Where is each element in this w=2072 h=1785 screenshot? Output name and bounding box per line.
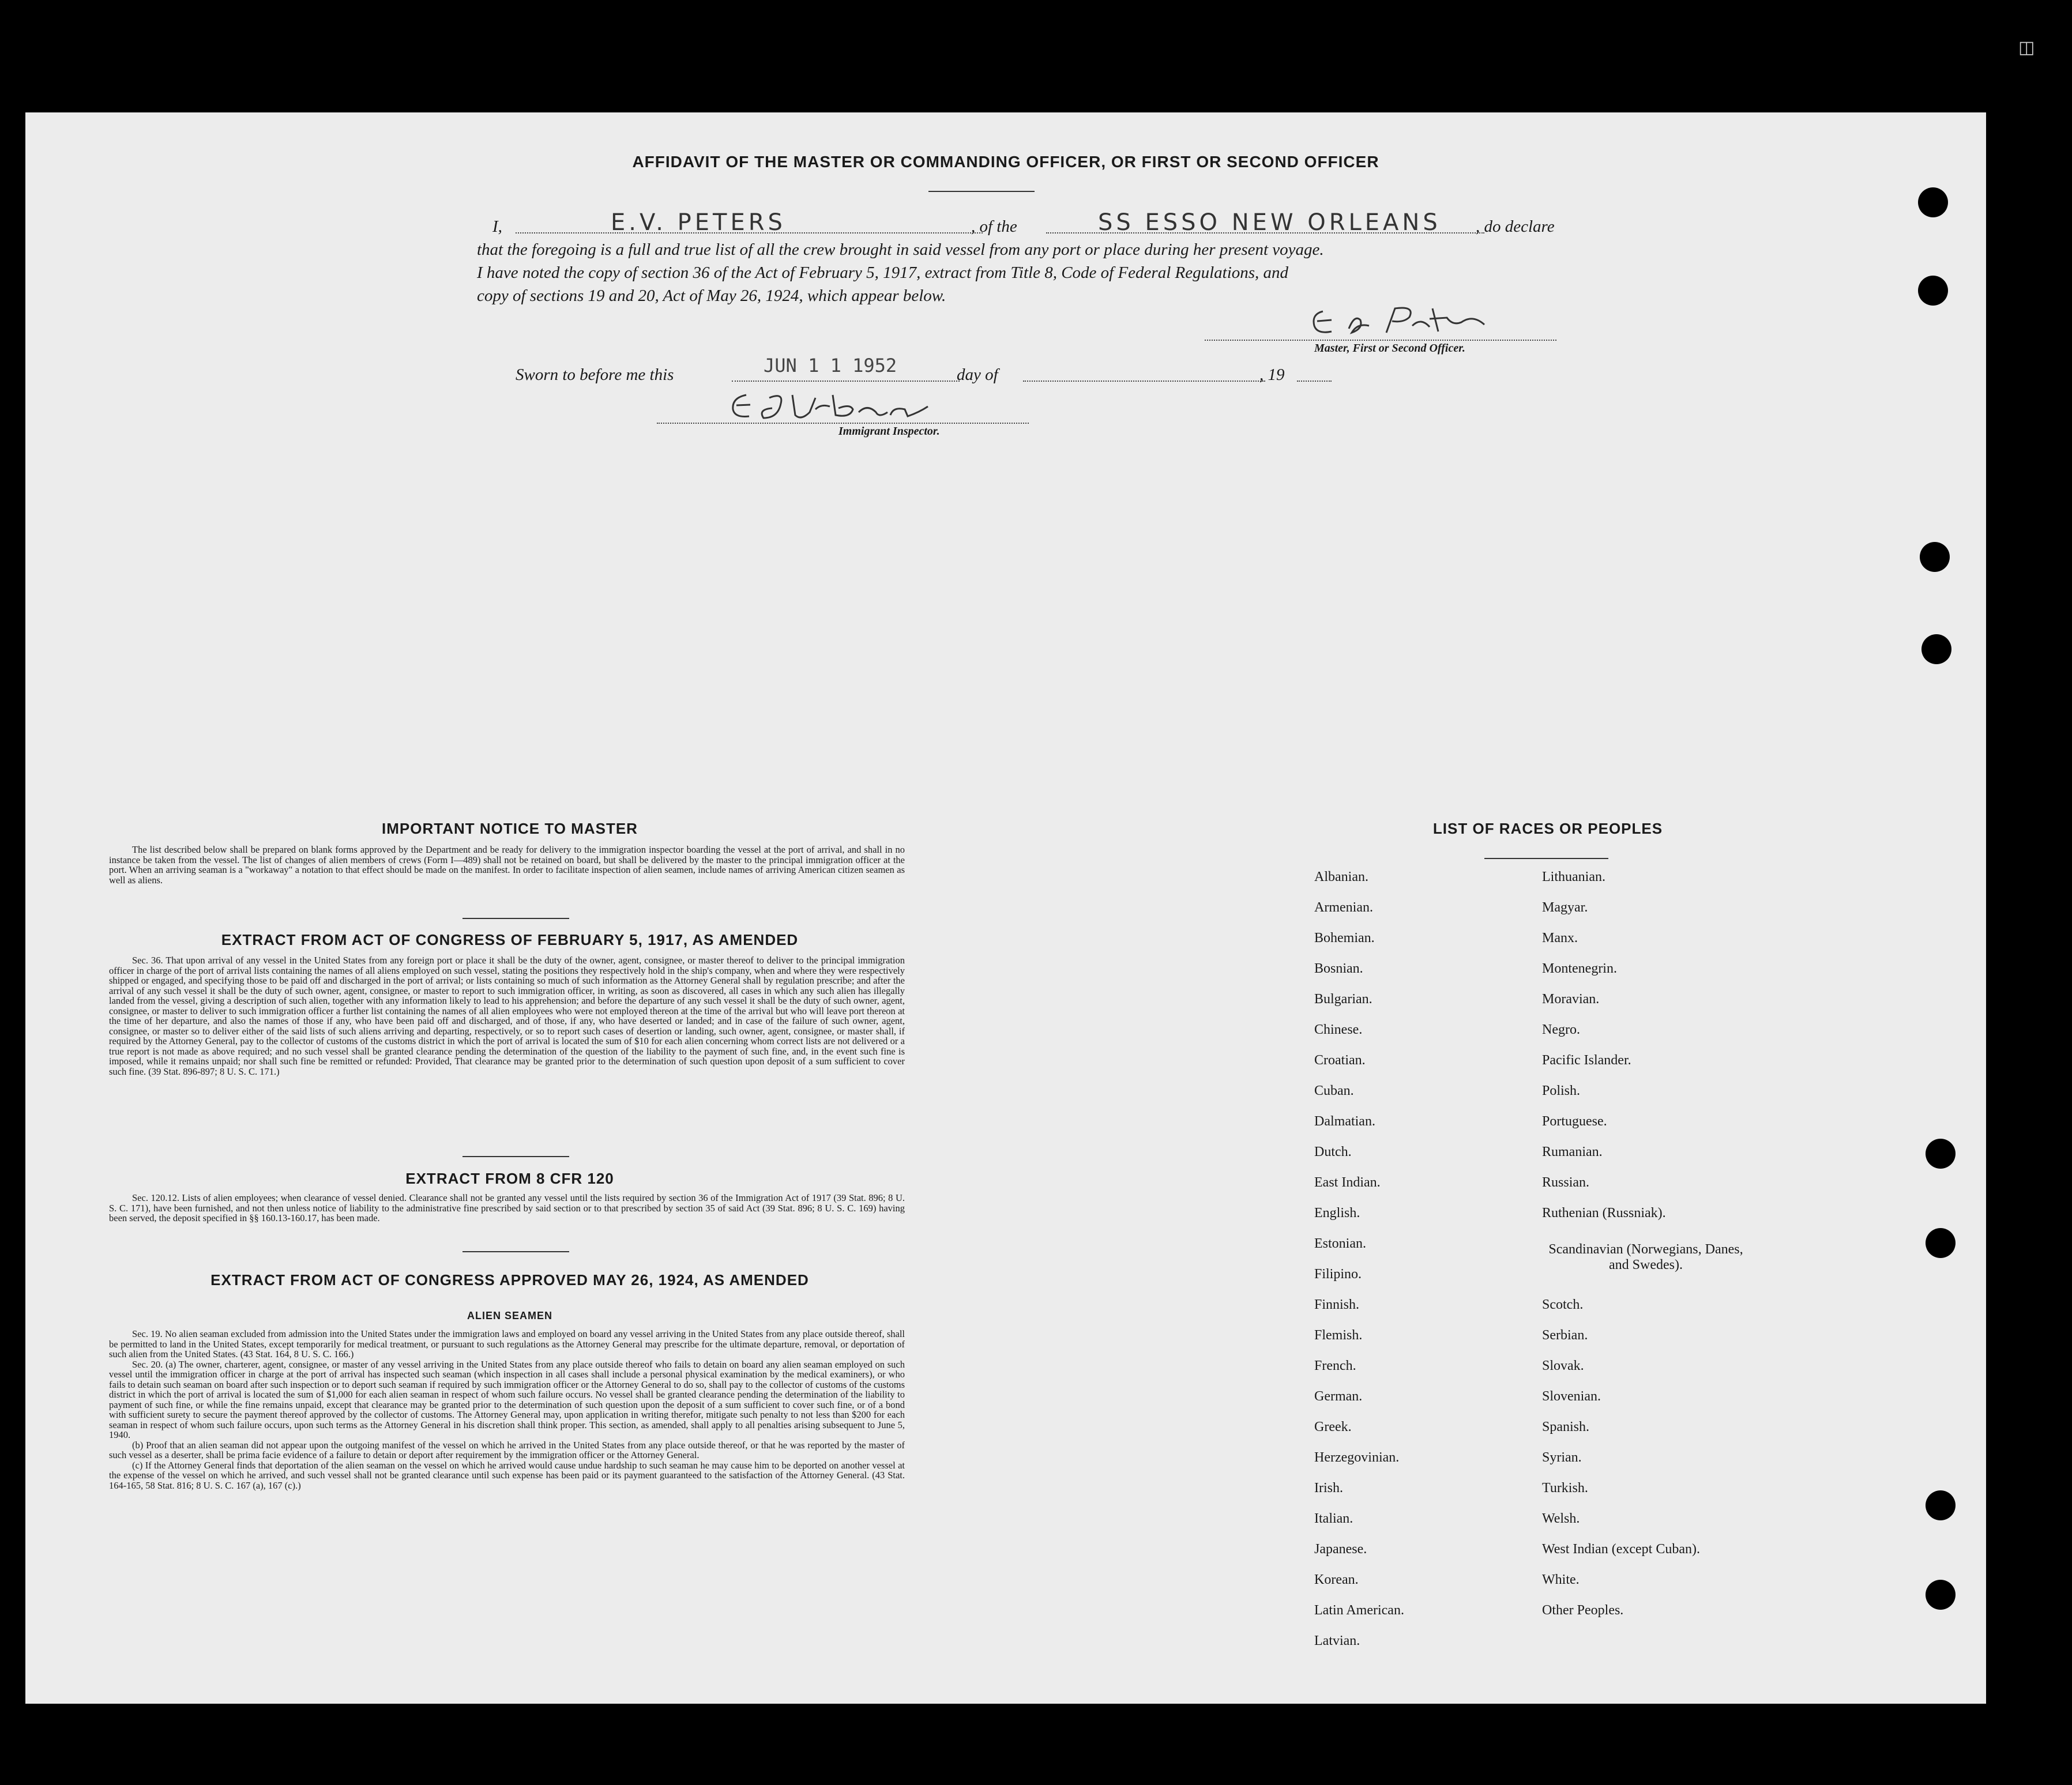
- race-item: Herzegovinian.: [1314, 1450, 1400, 1465]
- race-item: Moravian.: [1542, 992, 1600, 1007]
- extract-cfr-title: EXTRACT FROM 8 CFR 120: [405, 1170, 614, 1187]
- extract-cfr-paragraph: Sec. 120.12. Lists of alien employees; when clearance of vessel denied. Clearance shall not be granted any vessel until the lists required by section 36 of the Immigration Act of 1917 (39 Stat. 896; 8 U. S. C. 171), have been furnished, and not then unless notice of liability to the administrative fine prescribed by said section or to that prescribed by section 35 of said Act (39 Stat. 896; 8 U. S. C. 169) having been served, the deposit specified in §§ 160.13-160.17, has been made.: [109, 1192, 905, 1223]
- sworn-year: , 19: [1259, 366, 1285, 384]
- race-item: Scotch.: [1542, 1297, 1584, 1312]
- notice-title: IMPORTANT NOTICE TO MASTER: [382, 820, 638, 837]
- master-signature: [1300, 297, 1519, 343]
- race-item: Serbian.: [1542, 1328, 1588, 1343]
- race-item: Dalmatian.: [1314, 1114, 1375, 1129]
- races-rule: [1484, 858, 1608, 859]
- extract-cfr-rule: [462, 1251, 569, 1252]
- race-item: Spanish.: [1542, 1419, 1590, 1434]
- officer-name: E.V. PETERS: [611, 209, 786, 236]
- race-item: Latvian.: [1314, 1633, 1360, 1648]
- binder-hole-icon: [1926, 1580, 1956, 1610]
- affidavit-line2: that the foregoing is a full and true list of all the crew brought in said vessel from any port or place during her present voyage.: [477, 240, 1324, 259]
- sworn-date-field: [732, 381, 960, 382]
- affidavit-line3: I have noted the copy of section 36 of the Act of February 5, 1917, extract from Title 8, Code of Federal Regulations, and: [477, 263, 1289, 282]
- affidavit-line1-post: , do declare: [1476, 217, 1555, 236]
- sworn-month-field: [1023, 381, 1265, 382]
- sworn-day: day of: [957, 366, 998, 384]
- race-item: Turkish.: [1542, 1481, 1588, 1496]
- sec-20b-paragraph: (b) Proof that an alien seaman did not appear upon the outgoing manifest of the vessel on which he arrived in the United States from any place outside thereof, or that he was reported by the master of such vessel as a deserter, shall be prima facie evidence of a failure to detain or deport after requirement by the immigration officer or the Attorney General.: [109, 1439, 905, 1460]
- races-title: LIST OF RACES OR PEOPLES: [1432, 820, 1663, 837]
- corner-mark: ◫: [2018, 37, 2035, 58]
- race-item: Welsh.: [1542, 1511, 1580, 1526]
- race-item: Lithuanian.: [1542, 869, 1605, 884]
- extract-1917-rule: [462, 1156, 569, 1157]
- extract-1917-title: EXTRACT FROM ACT OF CONGRESS OF FEBRUARY 5, 1917, AS AMENDED: [221, 931, 799, 948]
- sec-20a-paragraph: Sec. 20. (a) The owner, charterer, agent, consignee, or master of any vessel arriving in the United States from any place outside thereof who fails to detain on board any alien seaman employed on such vessel until the immigration officer in charge at the port of arrival has inspected such seaman (which inspection in all cases shall include a personal physical examination by the medical examiners), or who fails to detain such seaman on board after such inspection or to deport such seaman if required by such immigration officer or the Attorney General to do so, shall pay to the collector of customs of the customs district in which the port of arrival is located the sum of $1,000 for each alien seaman in respect of whom such failure occurs. No vessel shall be granted clearance pending the determination of the liability to payment of such fine, or while the fine remains unpaid, except that clearance may be granted prior to the determination of such question upon the deposit of a sum sufficient to cover such fine, or of a bond with sufficient surety to secure the payment thereof approved by the collector of customs. The Attorney General may, upon application in writing therefor, mitigate such penalty to not less than $200 for each seaman in respect of whom such failure occurs, upon such terms as the Attorney General in his discretion shall think proper. This section, as amended, shall apply to all penalties arising subsequent to June 5, 1940.: [109, 1358, 905, 1440]
- affidavit-line4: copy of sections 19 and 20, Act of May 26, 1924, which appear below.: [477, 287, 946, 305]
- document-page: [25, 112, 1986, 1704]
- race-item: Pacific Islander.: [1542, 1053, 1631, 1068]
- race-item: Negro.: [1542, 1022, 1580, 1037]
- race-item: Japanese.: [1314, 1542, 1367, 1557]
- race-item: Italian.: [1314, 1511, 1353, 1526]
- race-item: English.: [1314, 1206, 1360, 1221]
- race-item: Polish.: [1542, 1083, 1581, 1098]
- race-item: Slovenian.: [1542, 1389, 1601, 1404]
- extract-1917-paragraph: Sec. 36. That upon arrival of any vessel in the United States from any foreign port or place it shall be the duty of the owner, agent, consignee, or master thereof to deliver to the principal immigration officer in charge of the port of arrival lists containing the names of all aliens employed on such vessel, stating the positions they respectively hold in the ship's company, when and where they were respectively shipped or engaged, and specifying those to be paid off and discharged in the port of arrival; or lists containing so much of such information as the Attorney General shall by regulation prescribe; and after the arrival of any such vessel it shall be the duty of such owner, agent, consignee, or master to report to such immigration officer, in writing, as soon as discovered, all cases in which any such alien has illegally landed from the vessel, giving a description of such alien, together with any information likely to lead to his apprehension; and before the departure of any such vessel it shall be the duty of such owner, agent, consignee, or master to deliver to such immigration officer a further list containing the names of all alien employees who were not employed thereon at the time of the arrival but who will leave port thereon at the time of her departure, and also the names of those if any, who have been paid off and discharged, and of those, if any, who have deserted or landed; and in case of the failure of such owner, agent, consignee, or master so to deliver either of the said lists of such aliens arriving and departing, respectively, or so to report such cases of desertion or landing, such owner, agent, consignee, or master shall, if required by the Attorney General, pay to the collector of customs of the customs district in which the port of arrival is located the sum of $10 for each alien concerning whom correct lists are not delivered or a true report is not made as above required; and no such vessel shall be granted clearance pending the determination of the question of the liability to the payment of such fine, and, in the event such fine is imposed, while it remains unpaid; nor shall such fine be remitted or refunded: Provided, That clearance may be granted prior to the determination of such question upon deposit of a sum sufficient to cover such fine. (39 Stat. 896-897; 8 U. S. C. 171.): [109, 955, 905, 1077]
- sec-19-paragraph: Sec. 19. No alien seaman excluded from admission into the United States under the immigration laws and employed on board any vessel arriving in the United States from any place outside thereof, shall be permitted to land in the United States, except temporarily for medical treatment, or pursuant to such regulations as the Attorney General may prescribe for the ultimate departure, removal, or deportation of such alien from the United States. (43 Stat. 164, 8 U. S. C. 166.): [109, 1328, 905, 1360]
- race-item: Albanian.: [1314, 869, 1368, 884]
- binder-hole-icon: [1921, 634, 1951, 664]
- race-item: Bosnian.: [1314, 961, 1363, 976]
- race-item: Rumanian.: [1542, 1144, 1603, 1159]
- race-item: Flemish.: [1314, 1328, 1363, 1343]
- race-item: Armenian.: [1314, 900, 1373, 915]
- race-item: Chinese.: [1314, 1022, 1363, 1037]
- race-item: Bulgarian.: [1314, 992, 1372, 1007]
- title-rule: [928, 191, 1035, 192]
- inspector-signature-line: [657, 423, 1029, 424]
- race-item: Portuguese.: [1542, 1114, 1607, 1129]
- binder-hole-icon: [1926, 1228, 1956, 1258]
- race-item: Ruthenian (Russniak).: [1542, 1206, 1666, 1221]
- race-item: Montenegrin.: [1542, 961, 1617, 976]
- race-item: West Indian (except Cuban).: [1542, 1542, 1700, 1557]
- binder-hole-icon: [1918, 187, 1948, 217]
- binder-hole-icon: [1918, 276, 1948, 306]
- race-item: Greek.: [1314, 1419, 1352, 1434]
- notice-rule: [462, 918, 569, 919]
- race-item: Finnish.: [1314, 1297, 1360, 1312]
- extract-1924-text: [109, 1329, 905, 1490]
- race-item: Cuban.: [1314, 1083, 1354, 1098]
- binder-hole-icon: [1920, 542, 1950, 572]
- extract-1924-title: EXTRACT FROM ACT OF CONGRESS APPROVED MAY 26, 1924, AS AMENDED: [210, 1271, 809, 1289]
- race-item: Magyar.: [1542, 900, 1588, 915]
- race-item: Other Peoples.: [1542, 1603, 1624, 1618]
- race-item: White.: [1542, 1572, 1580, 1587]
- affidavit-line1-pre: I,: [492, 217, 502, 236]
- race-item: Estonian.: [1314, 1236, 1366, 1251]
- race-item: French.: [1314, 1358, 1356, 1373]
- race-item: Manx.: [1542, 931, 1578, 946]
- notice-paragraph: The list described below shall be prepared on blank forms approved by the Department and be ready for delivery to the immigration inspector boarding the vessel at the port of arrival, and shall in no instance be taken from the vessel. The list of changes of alien members of crews (Form I—489) shall not be retained on board, but shall be delivered by the master to the principal immigration officer at the port. When an arriving seaman is a "workaway" a notation to that effect should be made on the manifest. In order to facilitate inspection of alien seamen, include names of arriving American citizen seamen as well as aliens.: [109, 844, 905, 886]
- master-signature-line: [1205, 340, 1556, 341]
- extract-cfr-text: [109, 1193, 905, 1223]
- race-item: East Indian.: [1314, 1175, 1381, 1190]
- race-item: Irish.: [1314, 1481, 1343, 1496]
- race-item: Slovak.: [1542, 1358, 1584, 1373]
- sec-20c-paragraph: (c) If the Attorney General finds that deportation of the alien seaman on the vessel on which he arrived would cause undue hardship to such seaman he may cause him to be deported on another vessel at the expense of the vessel on which he arrived, and such vessel shall not be granted clearance until such expense has been paid or its payment guaranteed to the satisfaction of the Attorney General. (43 Stat. 164-165, 58 Stat. 816; 8 U. S. C. 167 (a), 167 (c).): [109, 1459, 905, 1491]
- race-item: German.: [1314, 1389, 1363, 1404]
- vessel-name: SS ESSO NEW ORLEANS: [1098, 209, 1441, 236]
- extract-1917-text: [109, 955, 905, 1076]
- race-item: Latin American.: [1314, 1603, 1404, 1618]
- race-item: Korean.: [1314, 1572, 1359, 1587]
- race-item: Russian.: [1542, 1175, 1590, 1190]
- race-item: Scandinavian (Norwegians, Danes, and Swedes).: [1548, 1242, 1743, 1272]
- race-item: Croatian.: [1314, 1053, 1366, 1068]
- sworn-year-field: [1297, 381, 1332, 382]
- binder-hole-icon: [1926, 1139, 1956, 1169]
- race-item: Filipino.: [1314, 1267, 1362, 1282]
- binder-hole-icon: [1926, 1490, 1956, 1520]
- sworn-date-stamp: JUN 1 1 1952: [764, 355, 897, 376]
- notice-text: [109, 845, 905, 885]
- affidavit-title: AFFIDAVIT OF THE MASTER OR COMMANDING OFFICER, OR FIRST OR SECOND OFFICER: [632, 153, 1379, 171]
- affidavit-line1-mid: , of the: [971, 217, 1017, 236]
- race-item: Dutch.: [1314, 1144, 1352, 1159]
- alien-seamen-subtitle: ALIEN SEAMEN: [467, 1310, 552, 1321]
- race-item: Syrian.: [1542, 1450, 1582, 1465]
- race-item: Bohemian.: [1314, 931, 1375, 946]
- inspector-label: Immigrant Inspector.: [838, 425, 940, 438]
- sworn-pre: Sworn to before me this: [516, 366, 674, 384]
- master-label: Master, First or Second Officer.: [1314, 342, 1465, 355]
